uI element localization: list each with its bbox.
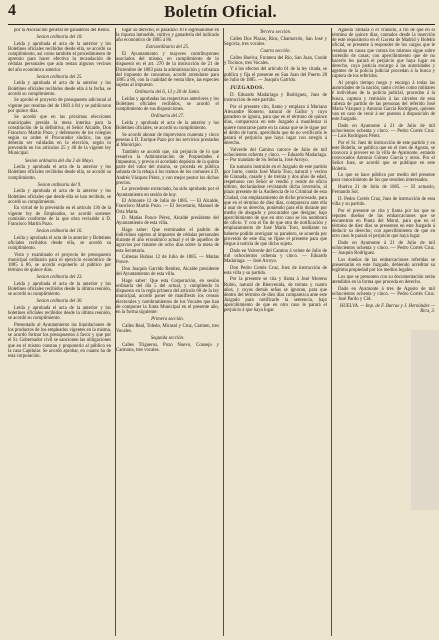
paragraph: Calles Dos Plazas, Ríos, Chamorrón, San José y Segovia, tres vocales. [224,36,327,47]
paragraph: Dado en Ayamonte á tres de Agosto de mil ochocientos ochenta y cinco. — Pedro Cortés Cruz. — José Pardo y Cid. [332,286,435,303]
paragraph: Hago saber: Que esta Corporación, en sesión ordinaria del día 5 del actual, y cumpliendo lo dispuesto en la regla primera del artículo 60 de la ley municipal, acordó poner de manifiesto los censos electorales y nombramientos de los Vocales que han de componer la Junta Municipal en el presente año, en la forma siguiente: [116,278,219,315]
paragraph: Valverde del Camino catorce de Julio de mil ochocientos ochenta y cinco. — Eduardo Madariaga. — Por mandato de Su Señoría, José Arroyo. [224,147,327,163]
printer-imprint: HUELVA. — Imp. de F. Burrue y J. Hernández — Rica, 3. [339,303,435,314]
column-1 [8,28,111,636]
paragraph: En virtud de lo prevenido en el artículo 136 de la vigente ley de Empleados, se acordó sostener comisión conforme de la que obra revisable á D. Francisco Martín Pozo. [8,206,111,227]
paragraph: Leída y aprobada el acta de la anterior y los Boletines oficiales recibidos desde ella á la fecha, se acordó su cumplimiento. [8,81,111,97]
paragraph: Por el presente se cita y llama por los que se reputen dueños de las embarcaciones que se encuentran en Punta del Moral, para que en el término de diez días se presenten en este Juzgado á deducir su derecho; con apercibimiento de que en otro caso le parará el perjuicio que haya lugar. [332,208,435,240]
section-heading: Sesion ordinaria del 25. [36,74,83,80]
paragraph: D. Eduardo Madariaga y Rodríguez, Juez de instrucción de este partido. [224,93,327,104]
section-heading: Sesion ordinaria del dia 2 de Mayo. [25,158,94,164]
section-heading: Segunda sección. [150,335,185,341]
paragraph: El Almonte 12 de Julio de 1885. — El Alcalde, Francisco Martín Pozo. — El Secretario, Manuel de Orta Marta. [116,199,219,215]
paragraph: Se aprobó el proyecto de presupuesto adicional al vigente por resultas del de 1883 á 84 y se publicaron por quince días. [8,98,111,114]
paragraph: Los que se presenten con su documentación serán atendidos en la forma que proceda en derecho. [332,275,435,286]
section-heading: Primera sección. [151,316,184,322]
paragraph: Hago saber: Que terminados el padrón de individuos sujetos al impuesto de cédulas personales durante el año económico actual y el de aquellos de agravios por tratarse de ocho días sobre la mesa de esta Secretaría. [116,227,219,254]
section-heading: Sesion ordinaria del 16. [36,228,83,234]
paragraph: Leída y aprobada el acta de la anterior y los boletines oficiales recibidos desde la última reunión, se acordó su cumplimiento. [8,306,111,322]
paragraph: En sumario instruido en el Juzgado de este partido por hurto, contra José María Toro, natural y vecino de Granada, casado y de treinta y dos años de edad, respetuoso con Señor se vendió y reside de oficio ultimo, declarándose revistando dicha inversión, al plazo presente de la Audiencia de lo Criminal de esta Ciudad, con emplazamiento de dicho procesado, para que en el término de diez días, comparezca ante ella á usar de su derecho, poniendo para ello durante por medio de abogado y procurador que designe; bajo apercibimiento de que en otro caso se los nombrará de oficio. Y con el fin de que otra de notificación y emplazamiento de José María Toro, mediante no haberse podido averiguar su paradero, se acuerda por proveído de este día; se fijase el presente para que llegue á noticia de que dicho sujeto. [224,164,327,247]
paragraph: Por el presente cito, llamo y emplazo á Mariano Alexandre Romero, natural de Gallur y cuyo paradero se ignora, para que en el término de quince días, comparezca en este Juzgado á manifestar si quiere mostrarse parte en la causa que se le sigue por el delito de hurto, apercibido que de no verificarlo le parará el perjuicio que haya lugar con arreglo á derecho. [224,104,327,146]
paragraph: por la Asociación general de ganaderos del Reino. [14,28,111,33]
section-heading: Ordinaria del 27. [150,114,185,120]
paragraph: Dado en Valverde del Camino á veinte de Julio de mil ochocientos ochenta y cinco. — Eduardo Madariaga. — José Arroyo. [224,248,327,264]
paragraph: Lo precedente extractado, ha sido aprobado por el Ayuntamiento en sesión de hoy. [116,187,219,198]
paragraph: lugar su derecho, el pasadizo 10 é ingresándose en la riqueza inmueble, cultivo y ganadería del indicado año económico de 1885 á 86. [116,28,219,44]
paragraph: Don Pedro Cortés Cruz, Juez de instrucción de esta villa y su partido. [224,265,327,276]
paragraph: Al propio tiempo ruego y encargo á todas las autoridades de la nación, tanto civiles como militares é individuos de la policía judicial, procedan á la busca, captura y remisión á las cárceles de esta cabeza de partido de las personas del referido José María Vázquez y Antonio García Rodríguez, quienes van en caso de venir á ser puestos á disposición de este Juzgado. [332,81,435,123]
paragraph: Visto y examinado el proyecto de presupuesto municipal ordinario para el ejercicio económico de 1885 á 86, se acordó exponerlo al público por término de quince días. [8,252,111,274]
paragraph: Calles Huelva, Frontera del Río, San Juan, Conde y Tocinos, tres Vocales. [224,55,327,66]
paragraph: Presentado al Ayuntamiento las liquidaciones de los productos de los empleados vigentes en la misma, se acordó formar los presupuestos á favor y que por el Sr. Gobernador civil se sancionen las obligaciones que en el mismo constan y proponerlo al público en la casa Capitular. Se acordó aprobar, en cuanto ha de esta corporación. [8,322,111,359]
paragraph: Dado en Ayamonte á 21 de Julio de mil ochocientos ochenta y cinco. — Pedro Cortés Cruz. — Joaquín Rodríguez. [332,241,435,257]
paragraph: Leída y aprobada el acta de la anterior y los Boletines oficiales recibidos desde ella, se acordó su cumplimiento, así como también el procedimiento de apremio para hacer efectiva la recaudación de cédulas personales que aún restan algunos vecinos del año económico anterior. [8,41,111,73]
masthead-title: Boletín Oficial. [164,2,277,21]
paragraph: Agueda Tablaza ó el Tránsito, á fin de que en el término de quince días, contados desde la inserción de este requisitorio en el Gaceta de Madrid y Boletín oficial, se presente á responder de los cargos que le resultan en causa que contra los mismos sigue sobre incendio de casas; con apercibimiento que de no hacerlo les parará el perjuicio que haya lugar en derecho, cuya justicia encargo á las autoridades y agentes de la policía judicial procedan á la busca y captura de los referidos. [332,28,435,80]
paragraph: Se acordó abonar de imprevistos cuarenta y cinco pesetas á D. Enrique Pazo por los servicios prestados al Municipio. [116,132,219,149]
paragraph: Leída y aprobada el acta de la anterior y los Boletines oficiales que desde ella se han recibido, se acordó su cumplimiento. [8,189,111,205]
text-columns [8,28,435,636]
paragraph: También se acordó que, sin perjuicio de lo que resuelva la Administración de Propiedades é Impuestos, y previo el acordado depósito de la quinta parte del valor del mismo, se proceda en pública subasta de la rebaja á los tramos de los comunes á D. Andrés Vázquez Pérez, y con mejor postor los dichos precios. [116,149,219,186]
paragraph: Y á los efectos del artículo 61 de la ley citada, se publica y fija el presente en San Juan del Puerto 28 de Julio de 1885. — Joaquín Garrido. [224,67,327,83]
paragraph: D. Pedro Cortés Cruz, Juez de instrucción de esta villa y su partido. [332,196,435,207]
section-heading: Tercera sección. [259,30,292,35]
paragraph: Leída y aprobada el acta de la anterior y los Boletines oficiales recibidos desde la última reunión, se acordó su cumplimiento. [8,281,111,298]
paragraph: Se acordó que en las próximas elecciones municipales presida la mesa interina para la constitución de la definitiva, el Señor Alcalde, Don Francisco Martín Pozo, y defensores de los colegios según su orden el Procurador síndico, las que deberán ser validadas en la elección, según lo prevenido en los artículos 25 y 48 de la vigente ley Municipal. [8,115,111,157]
page-header [6,2,435,26]
paragraph: Leídas y aprobadas las respectivas anteriores y los Boletines oficiales recibidos, se acordó el cumplimiento de sus disposiciones. [116,96,219,113]
paragraph: El Ayuntamiento y mayores contribuyentes asociados del mismo, en cumplimiento de lo dispuesto en el art. 270 de la instrucción de 21 de Diciembre de 1883 para la administración y cobranza del impuesto de consumos, acordó arrendarse para 1885 á 86, con la cualidad de venta libre, las especies sujetas al impuesto. [116,52,219,89]
section-heading: Sesion ordinaria del 18. [36,35,83,41]
paragraph: Dado en Ayamonte á 21 de Julio de mil ochocientos ochenta y cinco. — Pedro Cortés Cruz. — Luis Rodríguez Pérez. [332,123,435,140]
section-heading: Ordinaria del 6, 13 y 20 de Junio. [134,90,201,96]
paragraph: Cabezas Rubias 12 de Julio de 1885. — Matías Ponce. [116,255,219,266]
section-heading: Sesion ordinaria del 9. [37,182,82,188]
section-heading: Extraordinaria del 25. [145,45,190,51]
paragraph: Los dueños de las embarcaciones referidas se presentarán en este Juzgado, debiendo acreditar su legítima propiedad por los medios legales. [332,258,435,274]
section-heading: Sesion ordinaria del 30. [36,299,83,305]
paragraph: Don Joaquín Garrido Benítez, Alcalde presidente del Ayuntamiento de esta villa. [116,267,219,278]
paragraph: D. Matías Ponce Pérez, Alcalde presidente del Ayuntamiento de esta villa. [116,216,219,227]
column-3 [223,28,327,636]
paragraph: Leída y aprobada el acta de la anterior y los Boletines oficiales recibidos desde ella, se acordó su cumplimiento. [8,165,111,181]
section-heading: JUZGADOS. [230,84,265,91]
page-number: 4 [8,2,16,19]
section-heading: Cuarta sección. [260,48,291,54]
paragraph: Calles Real, Toledo, Mirasol y Cruz, Carmen, tres Vocales. [116,323,219,334]
section-heading: Sesion ordinaria del 23. [36,275,83,281]
header-rule [8,24,435,25]
paragraph: Leída y aprobada el acta de la anterior y Boletines oficiales recibidos desde ella, se acordó su cumplimiento. [8,235,111,251]
paragraph: Leída y aprobada el acta de la anterior y los Boletines oficiales, se acordó su cumplimiento. [116,121,219,132]
column-2 [115,28,219,636]
paragraph: Por el Sr. Juez de instrucción de este partido y en este Boletín, se publica que en el mes de Agosto, se convoca á proveer en la villa de Ayamonte, estando convocados Antonio Gómez García y otros. Por el Señor Juez, se acordó que se publique en este Boletín. [332,140,435,172]
paragraph: Calles Trigueros, Pozo Nuevo, Consejo y Carmona, tres vocales. [116,342,219,353]
paragraph: Huelva 21 de Julio de 1885. — El actuario, Fernando Sol. [332,185,435,196]
paper-stain [411,330,439,510]
paragraph: Por la presente se cita y llama á José Moreno Rubio, natural de Bienvenida, de treinta y cuatro años, y cuyas demás señas se ignoran, para que dentro del término de diez días comparezca ante este Juzgado para notificarle la sentencia, bajo apercibimiento de que en otro caso le parará el perjuicio á que haya lugar. [224,277,327,314]
paragraph: Lo que se hace público por medio del presente para conocimiento de los que resulten interesados. [332,173,435,184]
